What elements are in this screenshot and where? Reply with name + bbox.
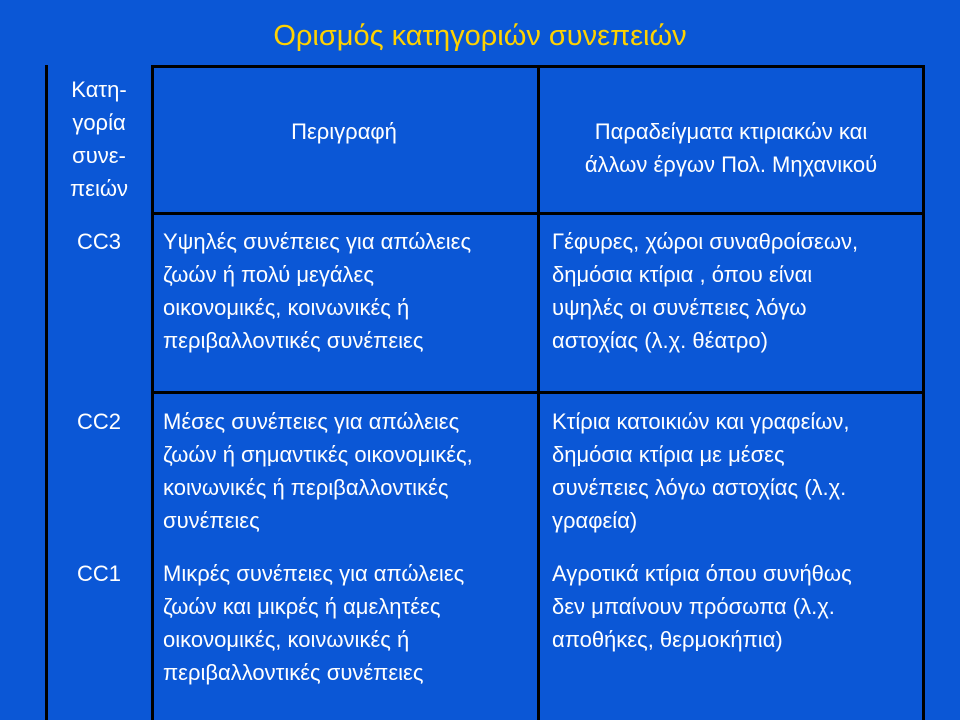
description-line: ζωών ή σημαντικές οικονομικές, <box>163 442 473 467</box>
row-category: CC3 <box>76 229 121 254</box>
row-description <box>163 405 473 537</box>
examples-line: Κτίρια κατοικιών και γραφείων, <box>552 409 850 434</box>
description-line: κοινωνικές ή περιβαλλοντικές <box>163 475 449 500</box>
row-examples <box>552 225 858 357</box>
description-line: ζωών και μικρές ή αμελητέες <box>163 594 441 619</box>
categories-table <box>45 65 925 720</box>
row-category: CC2 <box>76 409 121 434</box>
description-line: συνέπειες <box>163 508 260 533</box>
row-description <box>163 225 471 357</box>
header-category-line: συνε- <box>72 143 126 168</box>
table-rule <box>151 65 925 68</box>
row-examples <box>552 557 852 656</box>
examples-line: δεν μπαίνουν πρόσωπα (λ.χ. <box>552 594 835 619</box>
header-category <box>49 73 149 205</box>
examples-line: δημόσια κτίρια , όπου είναι <box>552 262 813 287</box>
examples-line: δημόσια κτίρια με μέσες <box>552 442 785 467</box>
header-examples-line: άλλων έργων Πολ. Μηχανικού <box>584 152 878 177</box>
table-rule <box>151 212 925 215</box>
description-line: Μικρές συνέπειες για απώλειες <box>163 561 465 586</box>
description-line: οικονομικές, κοινωνικές ή <box>163 295 410 320</box>
examples-line: Αγροτικά κτίρια όπου συνήθως <box>552 561 852 586</box>
header-category-line: γορία <box>72 110 126 135</box>
header-description: Περιγραφή <box>291 119 397 144</box>
header-examples-line: Παραδείγματα κτιριακών και <box>594 119 868 144</box>
slide-title: Ορισμός κατηγοριών συνεπειών <box>273 20 687 52</box>
examples-line: Γέφυρες, χώροι συναθροίσεων, <box>552 229 859 254</box>
description-line: οικονομικές, κοινωνικές ή <box>163 627 410 652</box>
examples-line: αποθήκες, θερμοκήπια) <box>552 627 783 652</box>
row-examples <box>552 405 850 537</box>
examples-line: υψηλές οι συνέπειες λόγω <box>552 295 807 320</box>
examples-line: γραφεία) <box>552 508 638 533</box>
header-category-line: Κατη- <box>71 77 127 102</box>
description-line: Υψηλές συνέπειες για απώλειες <box>163 229 472 254</box>
description-line: περιβαλλοντικές συνέπειες <box>163 328 424 353</box>
description-line: περιβαλλοντικές συνέπειες <box>163 660 424 685</box>
row-description <box>163 557 464 689</box>
header-category-line: πειών <box>69 176 129 201</box>
row-category: CC1 <box>76 561 121 586</box>
examples-line: συνέπειες λόγω αστοχίας (λ.χ. <box>552 475 847 500</box>
examples-line: αστοχίας (λ.χ. θέατρο) <box>552 328 768 353</box>
header-examples <box>537 115 925 181</box>
table-rule <box>151 391 925 394</box>
description-line: ζωών ή πολύ μεγάλες <box>163 262 374 287</box>
description-line: Μέσες συνέπειες για απώλειες <box>163 409 460 434</box>
